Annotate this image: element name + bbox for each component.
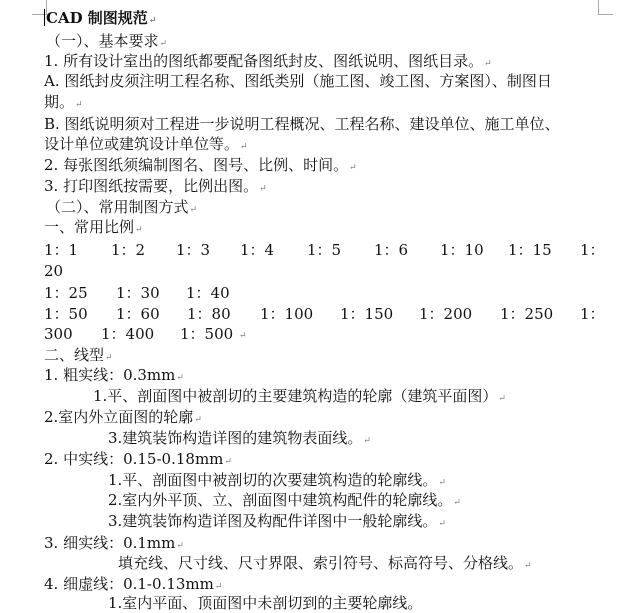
- dashed-line-item-1: 1.室内平面、顶面图中未剖切到的主要轮廓线。: [108, 594, 423, 612]
- requirement-b-line2: 设计单位或建筑设计单位等。↵: [44, 135, 248, 153]
- ratio-value: 1：10: [440, 241, 484, 259]
- ratio-row-1-continued: 20: [44, 262, 64, 280]
- document-title-line[interactable]: [44, 8, 156, 28]
- ratio-value: 1：40: [186, 284, 230, 302]
- paragraph-mark-icon: ↵: [453, 498, 461, 508]
- ratio-row-3: [0, 304, 637, 324]
- section-heading-basic: （一）、基本要求↵: [46, 32, 168, 50]
- requirement-a-line1: A. 图纸封皮须注明工程名称、图纸类别（施工图、竣工图、方案图）、制图日: [44, 72, 552, 90]
- paragraph-mark-icon: ↵: [176, 373, 184, 383]
- paragraph-mark-icon: ↵: [105, 353, 113, 363]
- ratio-value: 1：25: [44, 284, 88, 302]
- ratio-row-1: [0, 240, 637, 260]
- requirement-a-line2: 期。↵: [44, 93, 83, 111]
- paragraph-mark-icon: ↵: [259, 184, 267, 194]
- ratio-value: 1：3: [176, 241, 211, 259]
- ratio-value: 1：15: [508, 241, 552, 259]
- ratio-row-4: [0, 324, 637, 344]
- medium-line-item-3: 3.建筑装饰构造详图及构配件详图中一般轮廓线。↵: [108, 512, 446, 530]
- page-corner-mark-top-right: [598, 0, 613, 15]
- paragraph-mark-icon: ↵: [194, 415, 202, 425]
- ratio-value: 1：6: [374, 241, 409, 259]
- ratio-value: 1：250: [500, 305, 554, 323]
- ratio-value: 1：500: [180, 325, 234, 343]
- medium-line-item-2: 2.室内外平顶、立、剖面图中建筑构配件的轮廓线。↵: [108, 491, 461, 509]
- requirement-1: 1. 所有设计室出的图纸都要配备图纸封皮、图纸说明、图纸目录。↵: [44, 52, 492, 70]
- scale-heading: 一、常用比例↵: [44, 218, 143, 236]
- paragraph-mark-icon: ↵: [438, 478, 446, 488]
- paragraph-mark-icon: ↵: [484, 59, 492, 69]
- paragraph-mark-icon: ↵: [349, 163, 357, 173]
- requirement-3: 3. 打印图纸按需要，比例出图。↵: [44, 177, 267, 195]
- paragraph-mark-icon: ↵: [189, 205, 198, 215]
- ratio-value: 1：: [580, 305, 605, 323]
- ratio-value: 1：30: [116, 284, 160, 302]
- paragraph-mark-icon: ↵: [239, 331, 247, 341]
- requirement-b-line1: B. 图纸说明须对工程进一步说明工程概况、工程名称、建设单位、施工单位、: [44, 115, 560, 133]
- paragraph-mark-icon: ↵: [176, 541, 184, 551]
- medium-line-item-1: 1.平、剖面图中被剖切的次要建筑构造的轮廓线。↵: [108, 471, 446, 489]
- text-cursor: [44, 9, 45, 26]
- thick-line-item-2: 2.室内外立面图的轮廓↵: [44, 408, 202, 426]
- ratio-value: 1：1: [44, 241, 79, 259]
- ratio-value: 1：150: [340, 305, 394, 323]
- paragraph-mark-icon: ↵: [214, 582, 223, 592]
- ratio-value: 1：: [580, 241, 605, 259]
- ratio-value: 1：100: [260, 305, 314, 323]
- ratio-value: 1：50: [44, 305, 88, 323]
- thick-line-item-1: 1.平、剖面图中被剖切的主要建筑构造的轮廓（建筑平面图）↵: [93, 387, 506, 405]
- linetype-heading: 二、线型↵: [44, 346, 113, 364]
- ratio-value: 1：4: [240, 241, 275, 259]
- thin-line-item-1: 填充线、尺寸线、尺寸界限、索引符号、标高符号、分格线。↵: [118, 554, 532, 572]
- dashed-line-label: 4. 细虚线：0.1-0.13mm↵: [44, 575, 223, 593]
- paragraph-mark-icon: ↵: [148, 16, 157, 26]
- ratio-value: 1：2: [111, 241, 146, 259]
- paragraph-mark-icon: ↵: [240, 142, 248, 152]
- paragraph-mark-icon: ↵: [159, 39, 168, 49]
- paragraph-mark-icon: ↵: [363, 436, 371, 446]
- medium-line-label: 2. 中实线：0.15-0.18mm↵: [44, 450, 232, 468]
- paragraph-mark-icon: ↵: [75, 100, 83, 110]
- thick-line-item-3: 3.建筑装饰构造详图的建筑物表面线。↵: [108, 429, 371, 447]
- requirement-2: 2. 每张图纸须编制图名、图号、比例、时间。↵: [44, 156, 357, 174]
- thin-line-label: 3. 细实线：0.1mm↵: [44, 534, 184, 552]
- thick-line-label: 1. 粗实线：0.3mm↵: [44, 366, 184, 384]
- ratio-row-2: [0, 283, 637, 303]
- paragraph-mark-icon: ↵: [438, 519, 446, 529]
- ratio-value: 1：80: [187, 305, 231, 323]
- paragraph-mark-icon: ↵: [498, 394, 506, 404]
- paragraph-mark-icon: ↵: [224, 457, 232, 467]
- ratio-value: 300: [44, 325, 73, 343]
- ratio-value: 1：5: [307, 241, 342, 259]
- section-heading-methods: （二）、常用制图方式↵: [46, 198, 198, 216]
- ratio-value: 1：200: [419, 305, 473, 323]
- document-title: CAD 制图规范: [46, 9, 148, 27]
- paragraph-mark-icon: ↵: [135, 225, 143, 235]
- ratio-value: 1：60: [116, 305, 160, 323]
- paragraph-mark-icon: ↵: [524, 561, 532, 571]
- ratio-value: 1：400: [101, 325, 155, 343]
